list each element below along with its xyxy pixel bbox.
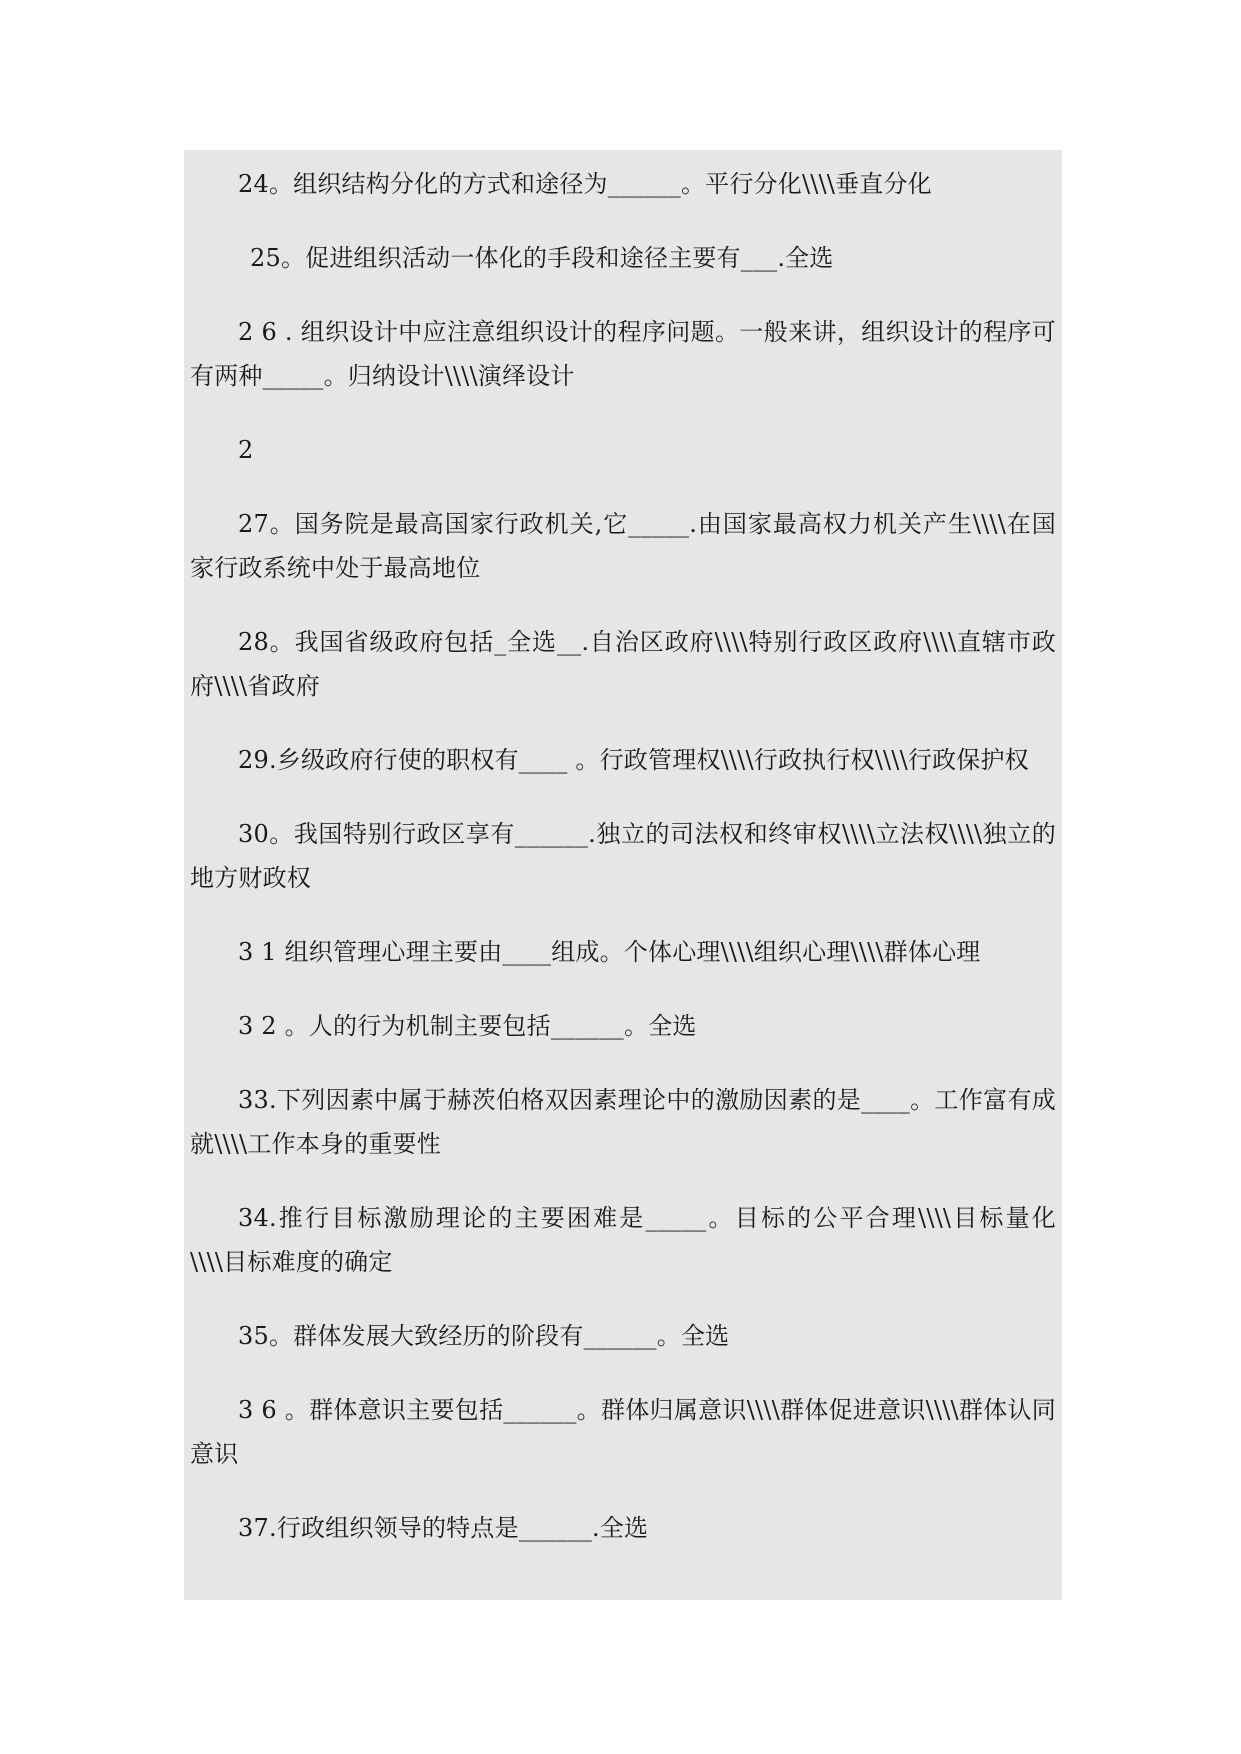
- question-25: 25。促进组织活动一体化的手段和途径主要有___.全选: [250, 244, 834, 272]
- question-36: 3 6 。群体意识主要包括______。群体归属意识\\\\群体促进意识\\\\群体认同意识: [190, 1396, 1056, 1468]
- question-29: 29.乡级政府行使的职权有____ 。行政管理权\\\\行政执行权\\\\行政保护权: [238, 746, 1029, 774]
- question-27: 27。国务院是最高国家行政机关,它_____.由国家最高权力机关产生\\\\在国家行政系统中处于最高地位: [190, 510, 1056, 582]
- question-37: 37.行政组织领导的特点是______.全选: [238, 1514, 649, 1542]
- question-34: 34.推行目标激励理论的主要困难是_____。目标的公平合理\\\\目标量化\\\\目标难度的确定: [190, 1204, 1056, 1276]
- question-28: 28。我国省级政府包括_全选__.自治区政府\\\\特别行政区政府\\\\直辖市政府\\\\省政府: [190, 628, 1056, 700]
- document-body: [190, 162, 1056, 1550]
- document-page: [184, 150, 1062, 1600]
- page-number: 2: [238, 436, 254, 464]
- question-33: 33.下列因素中属于赫茨伯格双因素理论中的激励因素的是____。工作富有成就\\\\工作本身的重要性: [190, 1086, 1056, 1158]
- question-35: 35。群体发展大致经历的阶段有______。全选: [238, 1322, 730, 1350]
- question-26: 2 6 . 组织设计中应注意组织设计的程序问题。一般来讲，组织设计的程序可有两种_____。归纳设计\\\\演绎设计: [190, 318, 1056, 390]
- question-30: 30。我国特别行政区享有______.独立的司法权和终审权\\\\立法权\\\\独立的地方财政权: [190, 820, 1056, 892]
- question-31: 3 1 组织管理心理主要由____组成。个体心理\\\\组织心理\\\\群体心理: [238, 938, 981, 966]
- question-32: 3 2 。人的行为机制主要包括______。全选: [238, 1012, 697, 1040]
- question-24: 24。组织结构分化的方式和途径为______。平行分化\\\\垂直分化: [238, 170, 932, 198]
